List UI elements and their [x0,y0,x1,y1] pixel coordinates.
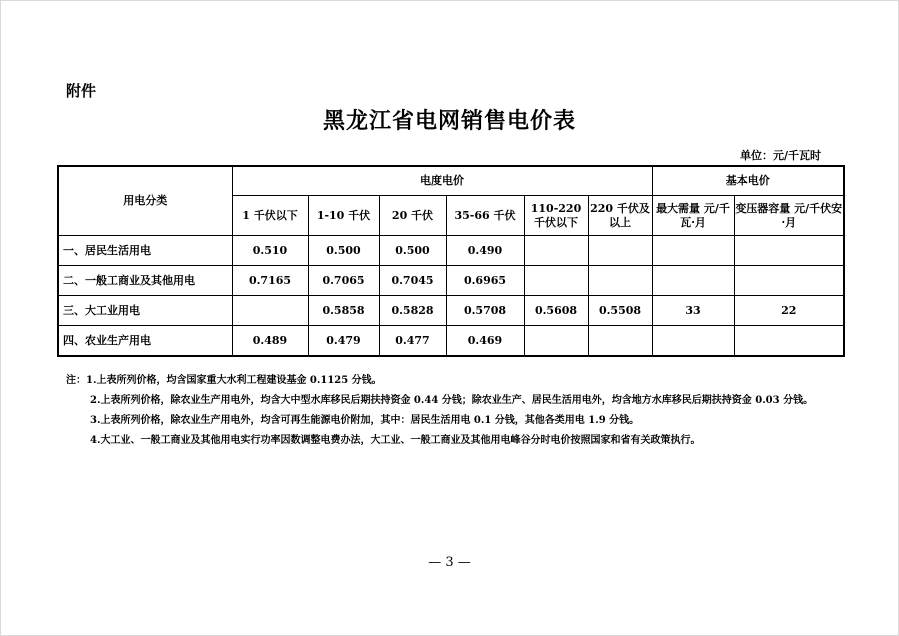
page-number: — 3 — [428,555,471,570]
page-title: 黑龙江省电网销售电价表 [322,108,576,134]
price-cell [232,296,308,326]
max-demand-header: 最大需量 元/千瓦·月 [652,196,734,236]
price-cell: 0.500 [379,236,446,266]
demand-cell [652,236,734,266]
price-cell: 0.5858 [308,296,379,326]
basic-price-header: 基本电价 [652,166,844,196]
attachment-label: 附件 [66,82,97,100]
row-category: 一、居民生活用电 [58,236,232,266]
price-cell: 0.477 [379,326,446,357]
demand-cell: 33 [652,296,734,326]
capacity-cell [734,326,844,357]
demand-cell [652,266,734,296]
price-cell: 0.469 [446,326,524,357]
table-row [58,236,844,266]
price-cell: 0.5508 [588,296,652,326]
price-cell: 0.479 [308,326,379,357]
capacity-cell: 22 [734,296,844,326]
voltage-header: 1-10 千伏 [308,196,379,236]
row-category: 四、农业生产用电 [58,326,232,357]
notes-section [66,371,832,451]
price-cell [524,266,588,296]
table-row [58,296,844,326]
price-cell [524,326,588,357]
price-cell [588,326,652,357]
row-category: 三、大工业用电 [58,296,232,326]
price-cell: 0.500 [308,236,379,266]
price-cell [588,266,652,296]
price-cell: 0.5708 [446,296,524,326]
capacity-cell [734,236,844,266]
voltage-header: 110-220 千伏以下 [524,196,588,236]
price-cell: 0.5608 [524,296,588,326]
price-cell [524,236,588,266]
voltage-header: 35-66 千伏 [446,196,524,236]
price-cell: 0.489 [232,326,308,357]
table-row [58,326,844,357]
transformer-capacity-header: 变压器容量 元/千伏安·月 [734,196,844,236]
price-cell [588,236,652,266]
price-cell: 0.510 [232,236,308,266]
price-cell: 0.5828 [379,296,446,326]
unit-label: 单位：元/千瓦时 [739,149,821,162]
capacity-cell [734,266,844,296]
note-2: 2.上表所列价格，除农业生产用电外，均含大中型水库移民后期扶持资金 0.44 分钱；除农业生产、居民生活用电外，均含地方水库移民后期扶持资金 0.03 分钱。 [90,395,814,406]
price-cell: 0.7065 [308,266,379,296]
price-cell: 0.6965 [446,266,524,296]
row-category: 二、一般工商业及其他用电 [58,266,232,296]
voltage-header: 1 千伏以下 [232,196,308,236]
category-header: 用电分类 [58,166,232,236]
voltage-header: 20 千伏 [379,196,446,236]
note-3: 3.上表所列价格，除农业生产用电外，均含可再生能源电价附加，其中：居民生活用电 0.1 分钱，其他各类用电 1.9 分钱。 [90,415,640,426]
price-table [57,165,845,357]
table-row [58,266,844,296]
note-1: 注：1.上表所列价格，均含国家重大水利工程建设基金 0.1125 分钱。 [66,375,382,386]
note-4: 4.大工业、一般工商业及其他用电实行功率因数调整电费办法，大工业、一般工商业及其他用电峰谷分时电价按照国家和省有关政策执行。 [90,435,701,446]
price-cell: 0.7165 [232,266,308,296]
price-cell: 0.490 [446,236,524,266]
voltage-header: 220 千伏及以上 [588,196,652,236]
energy-price-header: 电度电价 [232,166,652,196]
price-cell: 0.7045 [379,266,446,296]
demand-cell [652,326,734,357]
